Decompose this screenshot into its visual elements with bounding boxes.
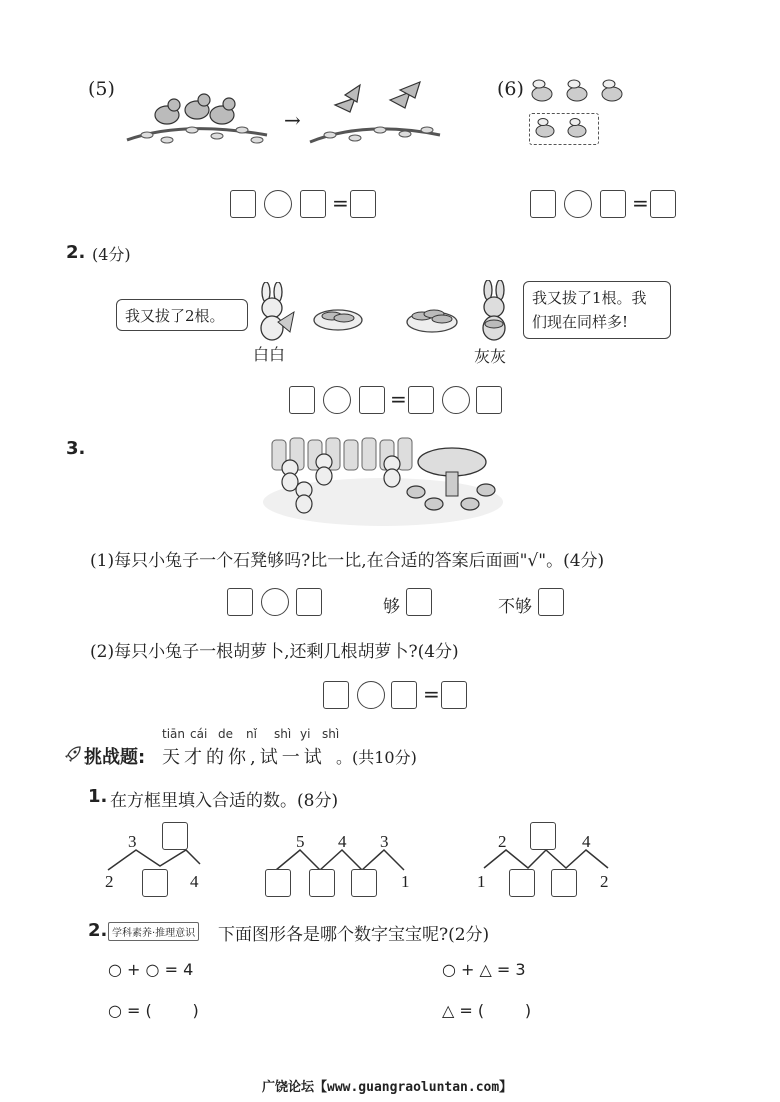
pinyin-tian: tiān	[162, 727, 185, 741]
answer-triangle[interactable]: △ = ( )	[442, 1001, 532, 1020]
tree-2-top-3: 3	[380, 832, 389, 851]
name-huihui: 灰灰	[474, 347, 507, 366]
tree-3-top-box[interactable]	[530, 822, 556, 850]
pinyin-de: de	[218, 727, 233, 741]
check-box-not-enough[interactable]	[538, 588, 564, 616]
answer-box[interactable]	[476, 386, 502, 414]
rabbit-huihui-illustration	[470, 280, 520, 342]
speech-bubble-left	[116, 299, 248, 331]
challenge-title-prefix: 挑战题:	[84, 747, 146, 768]
option-not-enough-label: 不够	[498, 597, 532, 617]
operator-circle[interactable]	[264, 190, 292, 218]
tree-3-top-right: 4	[582, 832, 591, 851]
option-enough-label: 够	[383, 597, 400, 617]
tree-1-top: 3	[128, 832, 137, 851]
question-3-label: 3.	[66, 438, 86, 459]
answer-box[interactable]	[359, 386, 385, 414]
equals-sign: =	[332, 191, 349, 215]
speech-text-right-line2: 们现在同样多!	[532, 313, 629, 331]
answer-box[interactable]	[227, 588, 253, 616]
operator-circle[interactable]	[323, 386, 351, 414]
answer-box[interactable]	[600, 190, 626, 218]
tree-1-bottom-box[interactable]	[142, 869, 168, 897]
answer-box[interactable]	[350, 190, 376, 218]
challenge-title-suffix: 。(共10分)	[336, 748, 417, 767]
operator-circle[interactable]	[357, 681, 385, 709]
pinyin-ni: nǐ	[246, 727, 257, 741]
answer-box[interactable]	[230, 190, 256, 218]
speech-text-left: 我又拔了2根。	[125, 307, 225, 325]
question-2-score: (4分)	[92, 245, 131, 264]
question-3-sub1: (1)每只小兔子一个石凳够吗?比一比,在合适的答案后面画"√"。(4分)	[90, 551, 605, 571]
challenge-title-main: 天才的你,试一试	[162, 747, 326, 768]
tree-2-top-1: 5	[296, 832, 305, 851]
pinyin-shi-2: shì	[322, 727, 340, 741]
question-3-sub2: (2)每只小兔子一根胡萝卜,还剩几根胡萝卜?(4分)	[90, 642, 459, 662]
question-5-label: (5)	[88, 78, 115, 100]
pinyin-yi: yi	[300, 727, 311, 741]
operator-circle[interactable]	[442, 386, 470, 414]
pinyin-cai: cái	[190, 727, 208, 741]
operator-circle[interactable]	[564, 190, 592, 218]
equals-sign: =	[632, 191, 649, 215]
tree-2-box-3[interactable]	[351, 869, 377, 897]
answer-box[interactable]	[650, 190, 676, 218]
equation-circle-plus-circle: ○ + ○ = 4	[108, 960, 194, 979]
operator-circle[interactable]	[261, 588, 289, 616]
challenge-q1-label: 1.	[88, 786, 108, 807]
bees-group-box	[529, 113, 599, 145]
tree-1-top-box[interactable]	[162, 822, 188, 850]
answer-box[interactable]	[296, 588, 322, 616]
answer-box[interactable]	[408, 386, 434, 414]
challenge-q2-tag: 学科素养·推理意识	[108, 922, 199, 941]
tree-1-bottom-right: 4	[190, 872, 199, 891]
tree-3-bottom-box-2[interactable]	[551, 869, 577, 897]
answer-box[interactable]	[323, 681, 349, 709]
challenge-q1-text: 在方框里填入合适的数。(8分)	[110, 791, 339, 811]
challenge-q2-label: 2.	[88, 920, 108, 941]
tree-2-top-2: 4	[338, 832, 347, 851]
equation-circle-plus-triangle: ○ + △ = 3	[442, 960, 526, 979]
answer-box[interactable]	[441, 681, 467, 709]
speech-bubble-right	[523, 281, 671, 339]
question-2-label: 2.	[66, 242, 86, 263]
answer-box[interactable]	[300, 190, 326, 218]
bees-illustration	[527, 76, 632, 106]
carrot-plate-right	[404, 300, 460, 334]
speech-text-right-line1: 我又拔了1根。我	[532, 289, 647, 307]
challenge-q2-text: 下面图形各是哪个数字宝宝呢?(2分)	[218, 925, 490, 945]
tree-2-box-1[interactable]	[265, 869, 291, 897]
carrot-plate-left	[312, 302, 364, 332]
tree-3-bottom-left: 1	[477, 872, 486, 891]
birds-illustration	[122, 80, 272, 160]
rabbit-baibai-illustration	[248, 282, 298, 342]
answer-box[interactable]	[530, 190, 556, 218]
question-6-label: (6)	[497, 78, 524, 100]
answer-box[interactable]	[289, 386, 315, 414]
equals-sign: =	[390, 387, 407, 411]
tree-1-bottom-left: 2	[105, 872, 114, 891]
equals-sign: =	[423, 682, 440, 706]
tree-3-top-left: 2	[498, 832, 507, 851]
tree-3-bottom-box-1[interactable]	[509, 869, 535, 897]
tree-2-box-2[interactable]	[309, 869, 335, 897]
birds-flying-illustration	[305, 80, 445, 160]
pinyin-shi: shì	[274, 727, 292, 741]
tree-2-right: 1	[401, 872, 410, 891]
answer-box[interactable]	[391, 681, 417, 709]
rocket-icon	[64, 745, 82, 763]
garden-rabbits-illustration	[262, 432, 504, 528]
name-baibai: 白白	[253, 345, 286, 364]
arrow-right-icon: →	[284, 108, 301, 132]
tree-3-bottom-right: 2	[600, 872, 609, 891]
footer-text: 广饶论坛【www.guangraoluntan.com】	[262, 1080, 513, 1095]
answer-circle[interactable]: ○ = ( )	[108, 1001, 199, 1020]
check-box-enough[interactable]	[406, 588, 432, 616]
